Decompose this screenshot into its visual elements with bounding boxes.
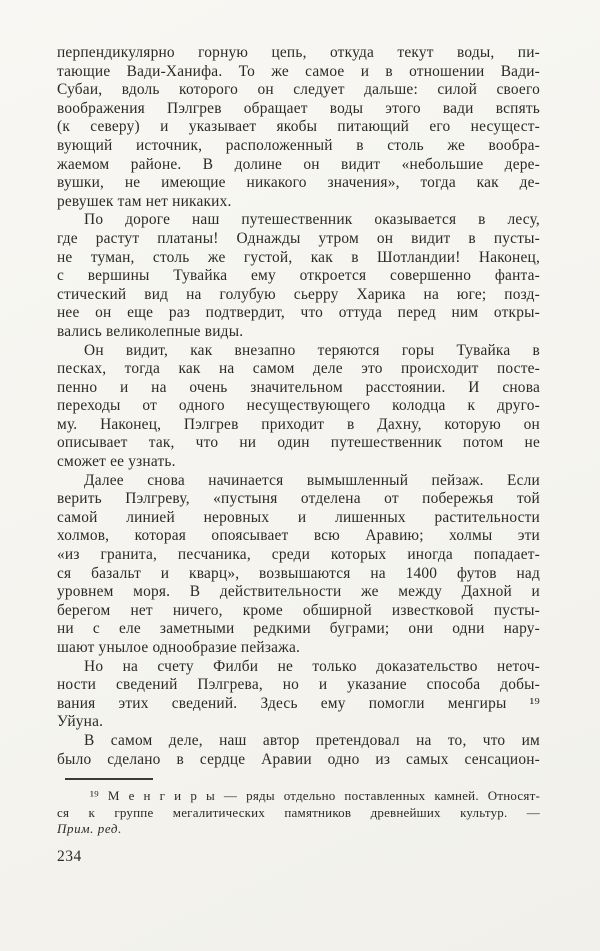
text-line: вующий источник, расположенный в столь же вообра- — [57, 136, 540, 154]
text-line: было сделано в сердце Аравии одно из самых сенсацион- — [57, 750, 540, 768]
footnote-editor-note: Прим. ред. — [57, 820, 122, 836]
text-line: берегом нет ничего, кроме обширной известковой пусты- — [57, 601, 540, 619]
text-line: ревушек там нет никаких. — [57, 192, 232, 210]
text-line: вались великолепные виды. — [57, 322, 244, 340]
text-line: ся базальт и кварц», возвышаются на 1400 футов над — [57, 564, 540, 582]
text-line: холмов, которая опоясывает всю Аравию; холмы эти — [57, 527, 540, 545]
text-line: ности сведений Пэлгрева, но и указание способа добы- — [57, 676, 540, 694]
text-line: пенно и на очень значительном расстоянии. И снова — [57, 378, 540, 396]
text-line: не туман, столь же густой, как в Шотландии! Наконец, — [57, 248, 540, 266]
paragraph-3 — [57, 342, 540, 472]
text-line: «из гранита, песчаника, среди которых иногда попадает- — [57, 546, 540, 564]
paragraph-2 — [57, 211, 540, 341]
text-line: ни с еле заметными редкими буграми; они одни нару- — [57, 620, 540, 638]
text-line: му. Наконец, Пэлгрев приходит в Дахну, которую он — [57, 415, 540, 433]
text-line: сможет ее узнать. — [57, 453, 176, 471]
text-line: песках, тогда как на самом деле это происходит посте- — [57, 360, 540, 378]
footnote-line: ся к группе мегалитических памятников древнейших культур. — — [57, 804, 540, 820]
text-line: перпендикулярно горную цепь, откуда текут воды, пи- — [57, 44, 540, 61]
text-line: с вершины Тувайка ему откроется совершенно фанта- — [57, 267, 540, 285]
text-line: Субаи, вдоль которого он следует дальше: силой своего — [57, 81, 540, 99]
text-line: Он видит, как внезапно теряются горы Тувайка в — [84, 341, 540, 359]
paragraph-4 — [57, 472, 540, 658]
text-line: жаемом районе. В долине он видит «небольшие дере- — [57, 155, 540, 173]
text-line: стический вид на голубую сьерру Харика на юге; позд- — [57, 285, 540, 303]
text-line: В самом деле, наш автор претендовал на то, что им — [84, 731, 540, 749]
text-line: По дороге наш путешественник оказывается в лесу, — [84, 211, 540, 229]
footnote — [57, 788, 540, 837]
text-line: переходы от одного несуществующего колодца к друго- — [57, 397, 540, 415]
text-line: воображения Пэлгрев обращает воды этого вади вспять — [57, 99, 540, 117]
text-line: верить Пэлгреву, «пустыня отделена от побережья той — [57, 490, 540, 508]
text-line: нее он еще раз подтвердит, что оттуда перед ним откры- — [57, 304, 540, 322]
footnote-line: ¹⁹ М е н г и р ы — ряды отдельно поставленных камней. Относят- — [90, 788, 540, 804]
page-body — [57, 44, 540, 769]
text-line: уровнем моря. В действительности же между Дахной и — [57, 583, 540, 601]
page-number: 234 — [57, 848, 82, 866]
text-line: самой линией неровных и лишенных растительности — [57, 508, 540, 526]
text-line: (к северу) и указывает якобы питающий его несущест- — [57, 118, 540, 136]
paragraph-6 — [57, 732, 540, 769]
text-line: Далее снова начинается вымышленный пейзаж. Если — [84, 471, 540, 489]
text-line: вушки, не имеющие никакого значения», тогда как де- — [57, 174, 540, 192]
paragraph-5 — [57, 658, 540, 732]
text-line: вания этих сведений. Здесь ему помогли менгиры ¹⁹ — [57, 694, 540, 712]
text-line: тающие Вади-Ханифа. То же самое и в отношении Вади- — [57, 62, 540, 80]
text-line: описывает так, что ни один путешественник потом не — [57, 434, 540, 452]
text-line: где растут платаны! Однажды утром он видит в пусты- — [57, 229, 540, 247]
text-line: Уйуна. — [57, 713, 104, 731]
text-line: Но на счету Филби не только доказательство неточ- — [84, 657, 540, 675]
text-line: шают унылое однообразие пейзажа. — [57, 639, 301, 656]
footnote-separator — [65, 778, 153, 780]
paragraph-1 — [57, 44, 540, 211]
